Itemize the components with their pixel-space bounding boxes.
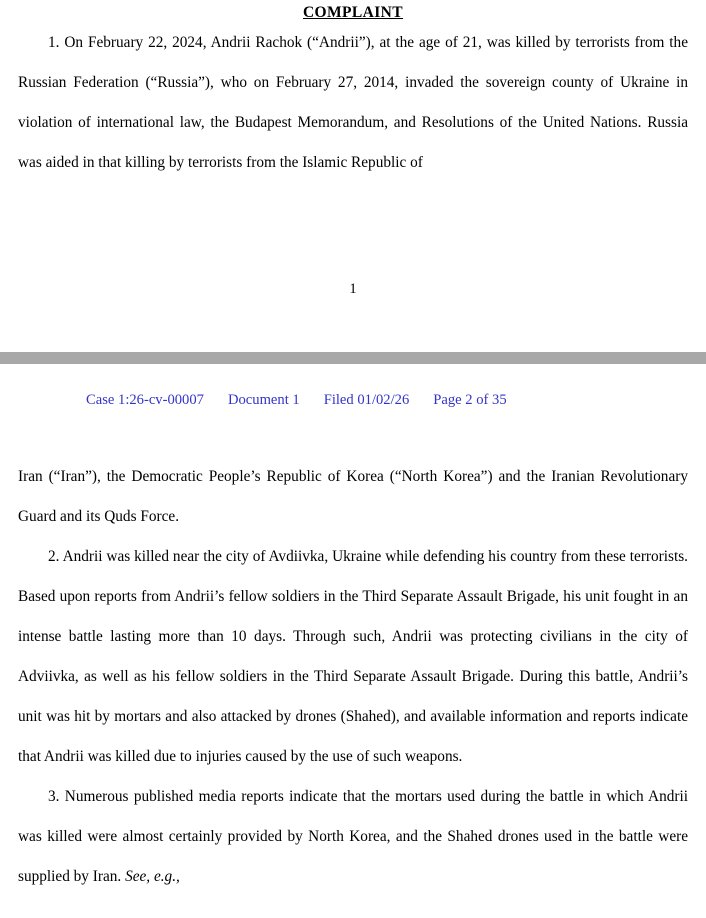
- paragraph-2: 2. Andrii was killed near the city of Avdiivka, Ukraine while defending his country from these terrorists. Based upon reports from Andrii’s fellow soldiers in the Third Separate Assault Brigade, his unit fought in an intense battle lasting more than 10 days. Through such, Andrii was protecting civilians in the city of Adviivka, as well as his fellow soldiers in the Third Separate Assault Brigade. During this battle, Andrii’s unit was hit by mortars and also attacked by drones (Shahed), and available information and reports indicate that Andrii was killed due to injuries caused by the use of such weapons.: [18, 548, 688, 765]
- cm-ecf-header: [18, 364, 688, 409]
- page-separator: [0, 352, 706, 364]
- document-page-2: [0, 364, 706, 918]
- paragraph-1: 1. On February 22, 2024, Andrii Rachok (“Andrii”), at the age of 21, was killed by terrorists from the Russian Federation (“Russia”), who on February 27, 2014, invaded the sovereign county of Ukraine in violation of international law, the Budapest Memorandum, and Resolutions of the United Nations. Russia was aided in that killing by terrorists from the Islamic Republic of: [18, 34, 688, 171]
- header-case-number: Case 1:26-cv-00007: [86, 392, 204, 408]
- paragraph-1-continued: Iran (“Iran”), the Democratic People’s Republic of Korea (“North Korea”) and the Iranian Revolutionary Guard and its Quds Force.: [18, 468, 688, 525]
- paragraph-3-text: 3. Numerous published media reports indicate that the mortars used during the battle in which Andrii was killed were almost certainly provided by North Korea, and the Shahed drones used in the battle were supplied by Iran.: [18, 788, 688, 885]
- page-1-whitespace: [18, 183, 688, 279]
- header-filed-date: Filed 01/02/26: [323, 392, 410, 408]
- page-number-1: 1: [349, 281, 357, 297]
- paragraph-3: [18, 777, 688, 897]
- document-page-1: [0, 0, 706, 352]
- header-page-count: Page 2 of 35: [433, 392, 507, 408]
- header-document-number: Document 1: [227, 392, 300, 408]
- page-2-body: [18, 409, 688, 897]
- paragraph-3-citation: See, e.g.,: [125, 868, 180, 885]
- page-title: COMPLAINT: [302, 4, 404, 21]
